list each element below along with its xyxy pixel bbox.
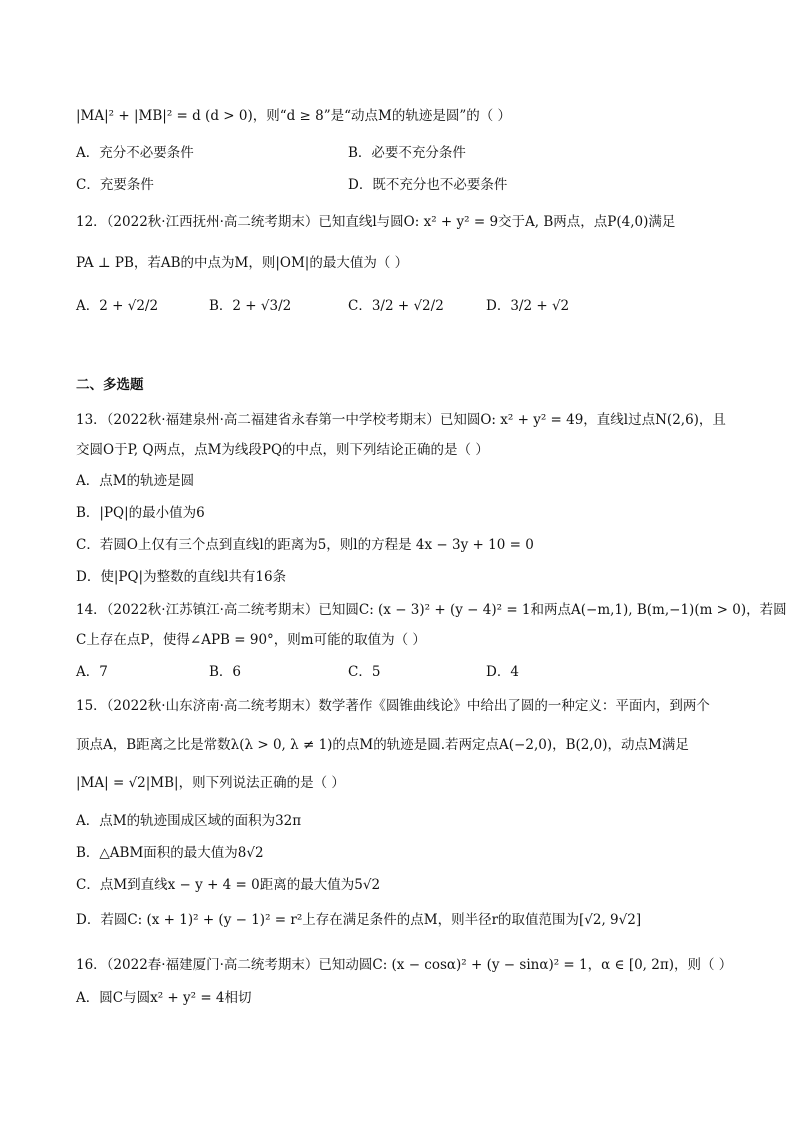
q13-stem-line1: 13．（2022秋·福建泉州·高二福建省永春第一中学校考期末）已知圆O: x² + y² = 49，直线l过点N(2,6)，且 <box>76 412 726 428</box>
q14-option-d: D．4 <box>486 664 519 680</box>
q14-option-b: B．6 <box>209 664 242 680</box>
q11-option-b: B．必要不充分条件 <box>348 145 466 161</box>
q14-stem-line2: C上存在点P，使得∠APB = 90°，则m可能的取值为（ ） <box>76 632 426 648</box>
q15-option-d: D．若圆C: (x + 1)² + (y − 1)² = r²上存在满足条件的点M，则半径r的取值范围为[√2, 9√2] <box>76 912 642 928</box>
q11-option-a: A．充分不必要条件 <box>76 145 194 161</box>
q11-option-c: C．充要条件 <box>76 177 154 193</box>
q13-option-b: B．|PQ|的最小值为6 <box>76 505 205 521</box>
q13-option-d: D．使|PQ|为整数的直线l共有16条 <box>76 569 287 585</box>
q15-stem-line3: |MA| = √2|MB|，则下列说法正确的是（ ） <box>76 775 345 791</box>
q14-stem-line1: 14．（2022秋·江苏镇江·高二统考期末）已知圆C: (x − 3)² + (y − 4)² = 1和两点A(−m,1), B(m,−1)(m > 0)，若圆 <box>76 602 787 618</box>
q15-stem-line2: 顶点A，B距离之比是常数λ(λ > 0, λ ≠ 1)的点M的轨迹是圆.若两定点A(−2,0)，B(2,0)，动点M满足 <box>76 737 689 753</box>
q15-option-b: B．△ABM面积的最大值为8√2 <box>76 845 264 861</box>
q12-stem-line1: 12．（2022秋·江西抚州·高二统考期末）已知直线l与圆O: x² + y² = 9交于A, B两点，点P(4,0)满足 <box>76 214 676 230</box>
q11-stem-tail: |MA|² + |MB|² = d (d > 0)，则“d ≥ 8”是“动点M的轨迹是圆”的（ ） <box>76 108 512 124</box>
q14-option-a: A．7 <box>76 664 108 680</box>
q15-stem-line1: 15．（2022秋·山东济南·高二统考期末）数学著作《圆锥曲线论》中给出了圆的一种定义：平面内，到两个 <box>76 698 710 714</box>
q13-stem-line2: 交圆O于P, Q两点，点M为线段PQ的中点，则下列结论正确的是（ ） <box>76 442 489 458</box>
q15-option-a: A．点M的轨迹围成区域的面积为32π <box>76 813 302 829</box>
q16-stem-line1: 16．（2022春·福建厦门·高二统考期末）已知动圆C: (x − cosα)² + (y − sinα)² = 1，α ∈ [0, 2π)，则（ ） <box>76 957 733 973</box>
q14-option-c: C．5 <box>348 664 381 680</box>
q15-option-c: C．点M到直线x − y + 4 = 0距离的最大值为5√2 <box>76 877 381 893</box>
q12-stem-line2: PA ⊥ PB，若AB的中点为M，则|OM|的最大值为（ ） <box>76 255 409 271</box>
q16-option-a: A．圆C与圆x² + y² = 4相切 <box>76 990 252 1006</box>
q13-option-a: A．点M的轨迹是圆 <box>76 473 195 489</box>
q11-option-d: D．既不充分也不必要条件 <box>348 177 508 193</box>
section-heading-multi-choice: 二、多选题 <box>76 377 144 393</box>
q12-option-a: A．2 + √2/2 <box>76 298 159 314</box>
q13-option-c: C．若圆O上仅有三个点到直线l的距离为5，则l的方程是 4x − 3y + 10 = 0 <box>76 537 534 553</box>
q12-option-b: B．2 + √3/2 <box>209 298 292 314</box>
q12-option-d: D．3/2 + √2 <box>486 298 570 314</box>
q12-option-c: C．3/2 + √2/2 <box>348 298 444 314</box>
